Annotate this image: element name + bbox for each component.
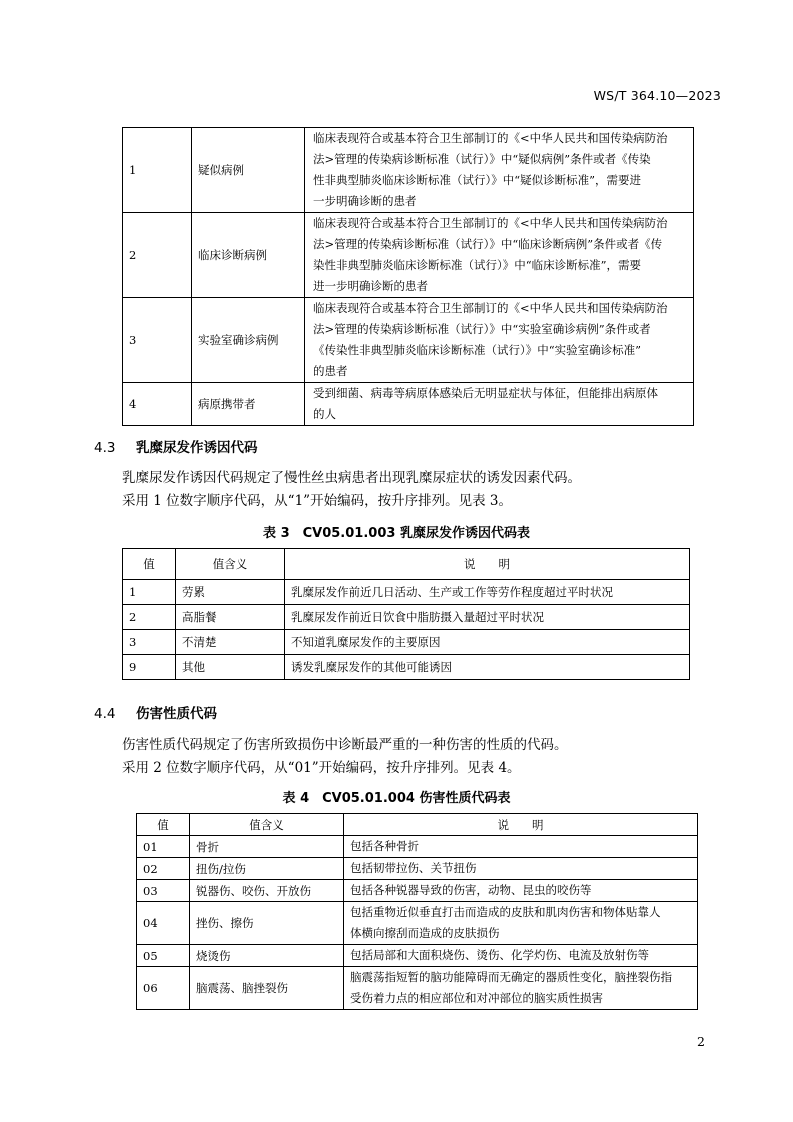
desc-line: 包括重物近似垂直打击而造成的皮肤和肌肉伤害和物体贴靠人 <box>350 905 661 919</box>
table-row <box>123 655 690 680</box>
table-row <box>123 383 694 426</box>
table-row <box>137 945 698 967</box>
desc-line: 包括各种锐器导致的伤害，动物、昆虫的咬伤等 <box>350 883 592 897</box>
desc-line: 法>管理的传染病诊断标准（试行）》中“实验室确诊病例”条件或者 <box>313 322 651 336</box>
paragraph: 伤害性质代码规定了伤害所致损伤中诊断最严重的一种伤害的性质的代码。 <box>122 737 568 753</box>
table-row <box>137 836 698 858</box>
description-cell <box>344 836 698 858</box>
header-meaning: 值含义 <box>190 814 344 836</box>
description-cell <box>344 880 698 902</box>
table-row <box>123 298 694 383</box>
case-classification-table <box>122 127 694 426</box>
meaning-cell: 骨折 <box>190 836 344 858</box>
paragraph: 采用 2 位数字顺序代码，从“01”开始编码，按升序排列。见表 4。 <box>122 760 521 776</box>
value-cell: 3 <box>123 298 192 383</box>
section-heading <box>94 436 258 456</box>
value-cell: 06 <box>137 967 190 1010</box>
desc-line: 的患者 <box>313 364 348 378</box>
meaning-cell: 脑震荡、脑挫裂伤 <box>190 967 344 1010</box>
table-row <box>123 128 694 213</box>
desc-line: 包括韧带拉伤、关节扭伤 <box>350 861 477 875</box>
meaning-cell: 疑似病例 <box>192 128 305 213</box>
desc-line: 的人 <box>313 407 336 421</box>
description-cell <box>305 128 694 213</box>
desc-line: 脑震荡指短暂的脑功能障碍而无确定的器质性变化，脑挫裂伤指 <box>350 970 672 984</box>
description-cell: 乳糜尿发作前近几日活动、生产或工作等劳作程度超过平时状况 <box>285 580 690 605</box>
description-cell <box>344 902 698 945</box>
header-value: 值 <box>123 549 176 580</box>
table-caption: 表 3 CV05.01.003 乳糜尿发作诱因代码表 <box>263 526 530 541</box>
meaning-cell: 劳累 <box>176 580 285 605</box>
value-cell: 03 <box>137 880 190 902</box>
section-title: 乳糜尿发作诱因代码 <box>136 440 258 456</box>
section-number: 4.3 <box>94 440 116 456</box>
meaning-cell: 挫伤、擦伤 <box>190 902 344 945</box>
table-row <box>123 213 694 298</box>
desc-line: 染性非典型肺炎临床诊断标准（试行）》中“临床诊断标准”，需要 <box>313 258 642 272</box>
value-cell: 04 <box>137 902 190 945</box>
table-row <box>137 902 698 945</box>
desc-line: 包括各种骨折 <box>350 839 419 853</box>
description-cell: 诱发乳糜尿发作的其他可能诱因 <box>285 655 690 680</box>
value-cell: 2 <box>123 213 192 298</box>
paragraph: 乳糜尿发作诱因代码规定了慢性丝虫病患者出现乳糜尿症状的诱发因素代码。 <box>122 470 581 486</box>
value-cell: 05 <box>137 945 190 967</box>
table-row <box>137 858 698 880</box>
description-cell <box>344 967 698 1010</box>
desc-line: 临床表现符合或基本符合卫生部制订的《<中华人民共和国传染病防治 <box>313 216 668 230</box>
value-cell: 1 <box>123 580 176 605</box>
description-cell <box>344 858 698 880</box>
table-caption: 表 4 CV05.01.004 伤害性质代码表 <box>282 791 511 806</box>
value-cell: 3 <box>123 630 176 655</box>
table-row <box>123 580 690 605</box>
section-title: 伤害性质代码 <box>136 706 217 722</box>
meaning-cell: 高脂餐 <box>176 605 285 630</box>
meaning-cell: 锐器伤、咬伤、开放伤 <box>190 880 344 902</box>
desc-line: 临床表现符合或基本符合卫生部制订的《<中华人民共和国传染病防治 <box>313 131 668 145</box>
desc-line: 体横向擦刮而造成的皮肤损伤 <box>350 926 500 940</box>
desc-line: 受伤着力点的相应部位和对冲部位的脑实质性损害 <box>350 991 603 1005</box>
table-row <box>137 880 698 902</box>
value-cell: 1 <box>123 128 192 213</box>
desc-line: 《传染性非典型肺炎临床诊断标准（试行）》中“实验室确诊标准” <box>313 343 642 357</box>
value-cell: 9 <box>123 655 176 680</box>
description-cell: 乳糜尿发作前近日饮食中脂肪摄入量超过平时状况 <box>285 605 690 630</box>
value-cell: 2 <box>123 605 176 630</box>
header-value: 值 <box>137 814 190 836</box>
table-header-row <box>137 814 698 836</box>
description-cell: 不知道乳糜尿发作的主要原因 <box>285 630 690 655</box>
desc-line: 包括局部和大面积烧伤、烫伤、化学灼伤、电流及放射伤等 <box>350 948 649 962</box>
chyluria-trigger-table <box>122 548 690 680</box>
meaning-cell: 实验室确诊病例 <box>192 298 305 383</box>
desc-line: 受到细菌、病毒等病原体感染后无明显症状与体征，但能排出病原体 <box>313 386 658 400</box>
desc-line: 临床表现符合或基本符合卫生部制订的《<中华人民共和国传染病防治 <box>313 301 668 315</box>
table-row <box>123 630 690 655</box>
paragraph: 采用 1 位数字顺序代码，从“1”开始编码，按升序排列。见表 3。 <box>122 493 512 509</box>
header-description: 说 明 <box>344 814 698 836</box>
desc-line: 法>管理的传染病诊断标准（试行）》中“临床诊断病例”条件或者《传 <box>313 237 663 251</box>
meaning-cell: 病原携带者 <box>192 383 305 426</box>
section-heading <box>94 702 217 722</box>
page-number: 2 <box>697 1034 705 1049</box>
section-number: 4.4 <box>94 706 116 722</box>
value-cell: 01 <box>137 836 190 858</box>
description-cell <box>305 383 694 426</box>
meaning-cell: 扭伤/拉伤 <box>190 858 344 880</box>
header-meaning: 值含义 <box>176 549 285 580</box>
desc-line: 性非典型肺炎临床诊断标准（试行）》中“疑似诊断标准”，需要进 <box>313 173 642 187</box>
description-cell <box>305 213 694 298</box>
description-cell <box>305 298 694 383</box>
meaning-cell: 烧烫伤 <box>190 945 344 967</box>
desc-line: 法>管理的传染病诊断标准（试行）》中“疑似病例”条件或者《传染 <box>313 152 651 166</box>
desc-line: 一步明确诊断的患者 <box>313 194 417 208</box>
meaning-cell: 其他 <box>176 655 285 680</box>
table-row <box>137 967 698 1010</box>
table-row <box>123 605 690 630</box>
table-header-row <box>123 549 690 580</box>
header-description: 说 明 <box>285 549 690 580</box>
meaning-cell: 不清楚 <box>176 630 285 655</box>
value-cell: 02 <box>137 858 190 880</box>
description-cell <box>344 945 698 967</box>
meaning-cell: 临床诊断病例 <box>192 213 305 298</box>
standard-code: WS/T 364.10—2023 <box>593 88 721 103</box>
desc-line: 进一步明确诊断的患者 <box>313 279 428 293</box>
value-cell: 4 <box>123 383 192 426</box>
injury-nature-table <box>136 813 698 1010</box>
